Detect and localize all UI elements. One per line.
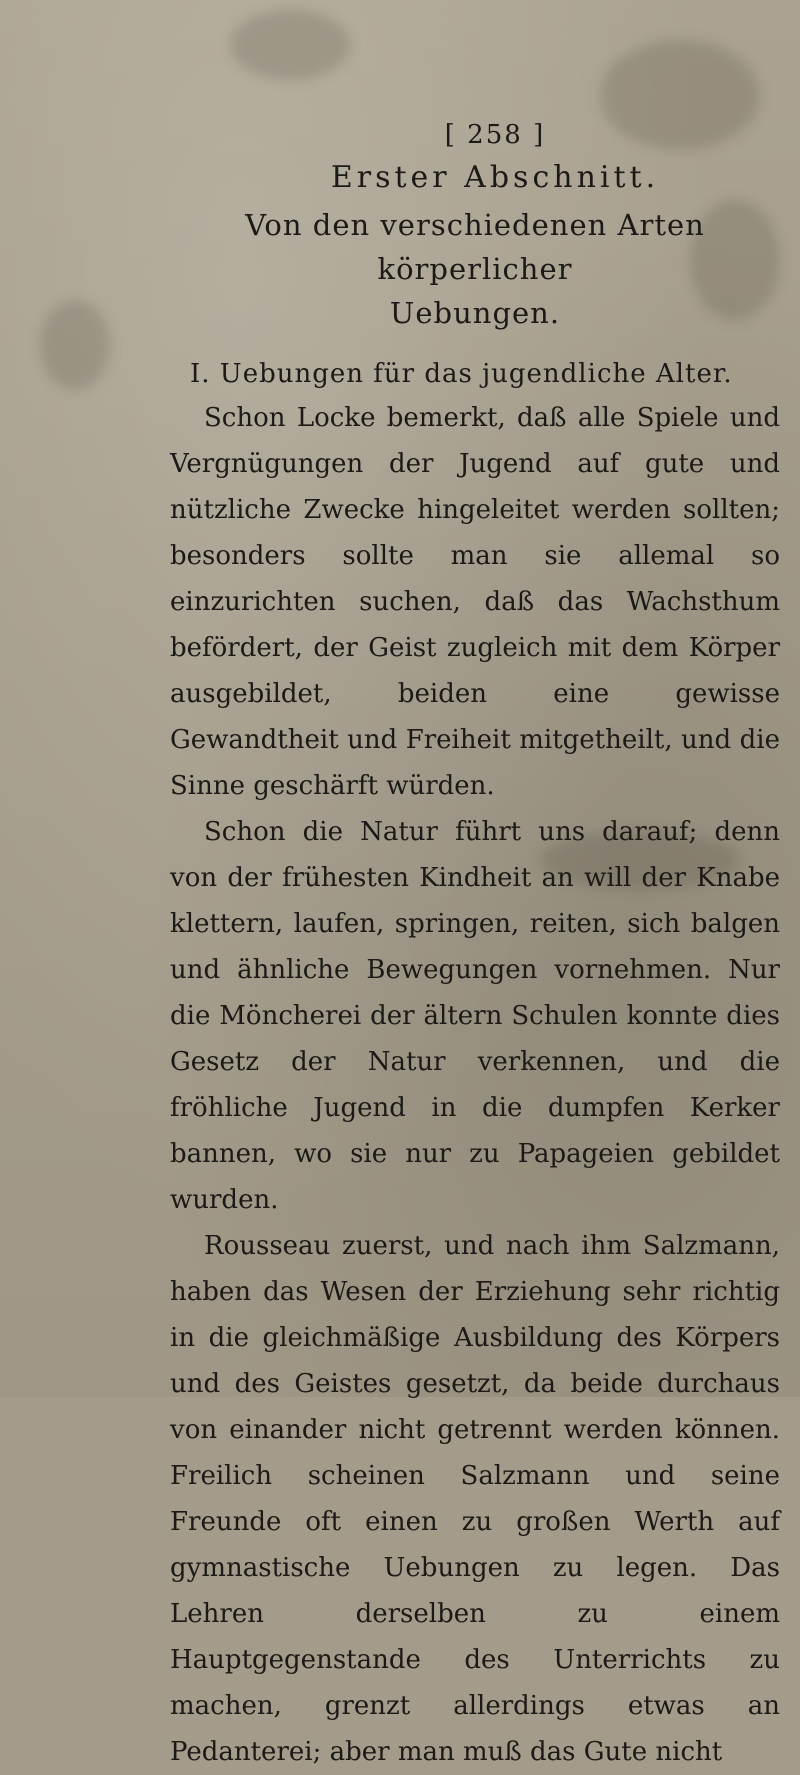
paragraph: Schon Locke bemerkt, daß alle Spiele und Vergnügungen der Jugend auf gute und nützliche Zwecke hingeleitet werden sollten; besonders sollte man sie allemal so einzurichten suchen, daß das Wachsthum befördert, der Geist zugleich mit dem Körper ausgebildet, beiden eine gewisse Gewandtheit und Freiheit mitgetheilt, und die Sinne geschärft würden. [170,403,780,801]
paragraph: Rousseau zuerst, und nach ihm Salzmann, haben das Wesen der Erziehung sehr richtig in die gleichmäßige Ausbildung des Körpers und des Geistes gesetzt, da beide durchaus von einander nicht getrennt werden können. Freilich scheinen Salzmann und seine Freunde oft einen zu großen Werth auf gymnastische Uebungen zu legen. Das Lehren derselben zu einem Hauptgegenstande des Unterrichts zu machen, grenzt allerdings etwas an Pedanterei; aber man muß das Gute nicht [170,1231,780,1767]
paragraph: Schon die Natur führt uns darauf; denn von der frühesten Kindheit an will der Knabe klettern, laufen, springen, reiten, sich balgen und ähnliche Bewegungen vornehmen. Nur die Möncherei der ältern Schulen konnte dies Gesetz der Natur verkennen, und die fröhliche Jugend in die dumpfen Kerker bannen, wo sie nur zu Papageien gebildet wurden. [170,817,780,1215]
section-heading: Erster Abschnitt. [330,160,660,195]
page-number: [ 258 ] [444,120,546,150]
chapter-title-line2: Uebungen. [389,296,561,330]
subsection-title: I. Uebungen für das jugendliche Alter. [190,359,733,389]
chapter-title-line1: Von den verschiedenen Arten körperlicher [245,208,705,286]
text-block [170,120,780,1775]
